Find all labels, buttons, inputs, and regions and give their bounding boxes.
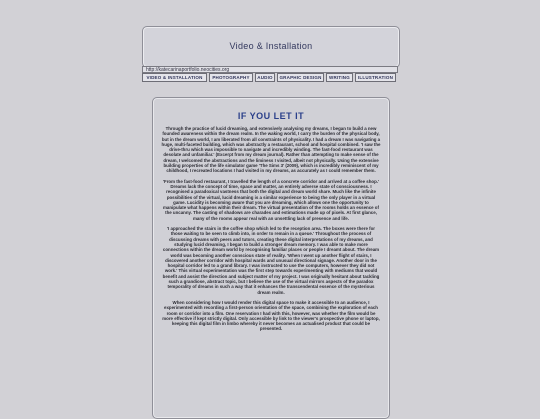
nav-illustration[interactable]: ILLUSTRATION — [355, 73, 396, 82]
nav-graphic-design[interactable]: GRAPHIC DESIGN — [277, 73, 324, 82]
nav-photography[interactable]: PHOTOGRAPHY — [209, 73, 253, 82]
article-paragraph: 'From the fast-food restaurant, I travelled the length of a concrete corridor and arrived at a coffee shop.' Dreams lack the concept of time, space and matter, an entirely adverse state of consciousness. I recognised a paradoxical vastness that both the digital and dream world share. Much like the infinite possibilities of the virtual, lucid dreaming is a similar experience to being the only player in a virtual game. Lucidity is becoming aware that you are dreaming, which allows one the opportunity to manipulate what happens within their dream. The virtual presentation of the rooms holds an essence of the uncanny. The casting of shadows are charades and estimations made up of pixels. At first glance, many of the rooms appear real with an unsettling lack of presence and life. — [162, 178, 380, 221]
article-paragraph: When considering how I would render this digital space to make it accessible to an audience, I experimented with recording a first-person orientation of the space, combining the exploration of each room or corridor into a film. One reservation I had with this, however, was whether the film would be more effective if kept strictly digital. Only accessible by link to the viewer's prospective phone or laptop, keeping this digital film in limbo whereby it never becomes an actualised product that could be presented. — [162, 299, 380, 332]
url-bar[interactable]: http://katecarinaportfolio.neocities.org — [142, 66, 398, 73]
article-title: IF YOU LET IT — [237, 111, 305, 121]
nav-audio[interactable]: AUDIO — [255, 73, 275, 82]
article-body — [161, 126, 381, 337]
nav-video-installation[interactable]: VIDEO & INSTALLATION — [142, 73, 207, 82]
content-panel — [152, 97, 390, 419]
nav-writing[interactable]: WRITING — [326, 73, 353, 82]
page-header-title: Video & Installation — [229, 41, 313, 51]
article-paragraph: 'I approached the stairs in the coffee shop which led to the reception area. The boxes were there for those waiting to be seen to climb into, in order to remain in a queue.' Throughout the process of discussing dreams with peers and tutors, creating these digital interpretations of my dreams, and studying lucid dreaming, I began to build a stronger dream memory. I was able to make more connections within the dream world by recognising familiar places or people I dreamt about. The dream world was becoming another conscious state of reality. 'When I went up another flight of stairs, I discovered another corridor with hospital wards and unusual directional signage. Another door in the hospital corridor led to a grand library. I was instructed to use the computers, however they did not work.' This virtual experimentation was the first step towards experimenting with mediums that would benefit and assist the direction and subject matter of my project. I was originally hesitant about tackling such a grandiose, abstract topic, but I believe the use of the virtual mirrors aspects of the paradox temporality of dreams in such a way that it enhances the transcendental essence of the mysterious dream realm. — [162, 226, 380, 295]
header-panel — [142, 26, 400, 68]
article-paragraph: Through the practice of lucid dreaming, and extensively analysing my dreams, I began to build a new founded awareness within the dream realm. In the waking world, I carry the burden of the physical body, but in the dream world, I am liberated from all constraints of physicality. I had a dream I was navigating a huge, multi-faceted building, which was abstractly a restaurant, school and hospital combined. 'I saw the drive-thru which was impossible to navigate and incredibly winding. The fast-food restaurant was desolate and unfamiliar.' (Excerpt from my dream journal). Rather than attempting to make sense of the dream, I welcomed the abstractions and the liminess I visited, albeit not physically. Using the extensive building properties of the life simulator game 'The Sims 3' (2009), which is incredibly reminiscent of my childhood, I recreated locations I had visited in my dreams, as accurately as I could remember them. — [161, 126, 381, 174]
nav-bar — [142, 73, 398, 83]
